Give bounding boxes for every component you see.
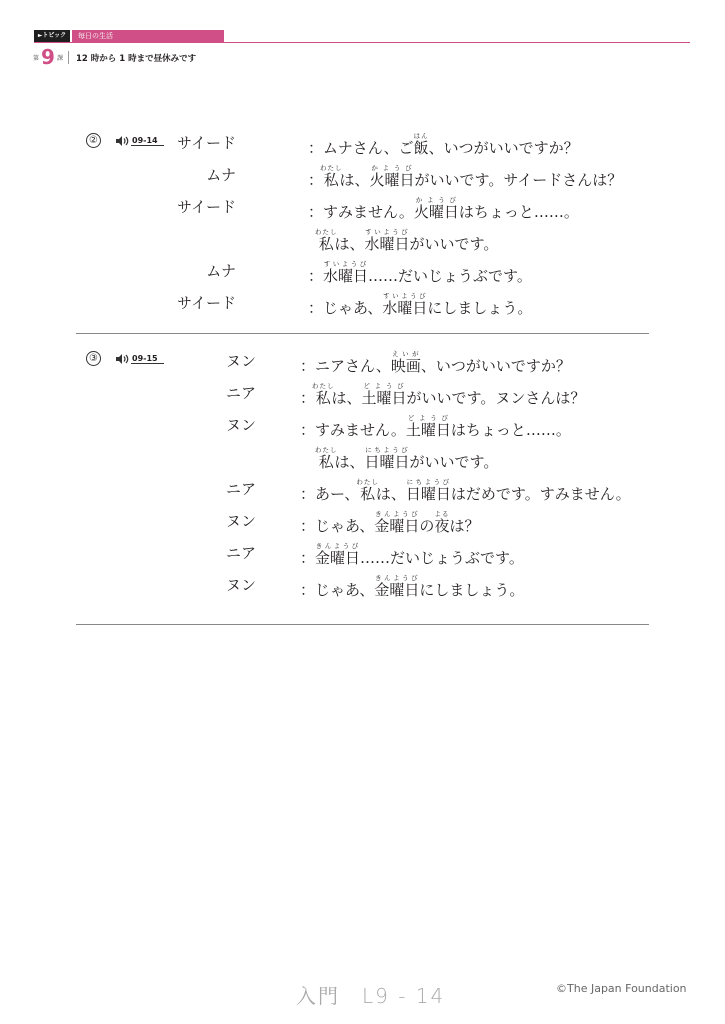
section-divider <box>76 624 649 625</box>
dialog-text-content: ：ニアさん、映画えいが、いつがいいですか？ <box>300 350 571 375</box>
speaker-name: ヌン <box>225 352 256 370</box>
speaker-name: サイード <box>177 294 236 312</box>
dialog-text-content: ：すみません。火曜日かようびはちょっと……。 <box>308 196 579 221</box>
audio-code: 09-14 <box>131 136 164 146</box>
topic-label: ►トピック <box>34 30 70 42</box>
audio-button[interactable] <box>115 353 164 365</box>
dialog-text-content: ：ムナさん、ご飯はん、いつがいいですか？ <box>308 132 579 157</box>
lesson-separator <box>68 51 69 64</box>
header-rule <box>34 42 690 43</box>
section-divider <box>76 333 649 334</box>
section-marker <box>86 133 164 148</box>
speaker-name: ムナ <box>206 262 236 280</box>
dialog-text-content: ：じゃあ、金曜日きんようびにしましょう。 <box>300 574 525 599</box>
dialog-text-content: ：じゃあ、水曜日すいようびにしましょう。 <box>308 292 533 317</box>
section-number: ③ <box>86 351 101 366</box>
speaker-name: ヌン <box>225 576 256 594</box>
dialog-text-content: 私わたしは、水曜日すいようびがいいです。 <box>315 228 499 253</box>
speaker-name: ヌン <box>225 512 256 530</box>
audio-button[interactable] <box>115 135 164 147</box>
speaker-name: サイード <box>177 134 236 152</box>
section-marker <box>86 351 164 366</box>
speaker-name: ニア <box>225 480 256 498</box>
speaker-name: ニア <box>225 544 256 562</box>
dialog-text-content: ：私わたしは、土曜日どようびがいいです。ヌンさんは？ <box>300 382 586 407</box>
dialog-text-content: ：水曜日すいようび……だいじょうぶです。 <box>308 260 532 285</box>
topic-name: 毎日の生活 <box>72 30 224 42</box>
lesson-title: 12 時から 1 時まで昼休みです <box>76 54 197 64</box>
page-footer-title: 入門 L9 - 14 <box>296 984 446 1008</box>
speaker-icon <box>115 135 129 147</box>
dialog-text-content: ：すみません。土曜日どようびはちょっと……。 <box>300 414 571 439</box>
speaker-icon <box>115 353 129 365</box>
speaker-name: サイード <box>177 198 236 216</box>
dialog-text-content: ：私わたしは、火曜日かようびがいいです。サイードさんは？ <box>308 164 623 189</box>
lesson-number <box>33 46 63 68</box>
speaker-name: ニア <box>225 384 256 402</box>
section-number: ② <box>86 133 101 148</box>
dialog-text-content: 私わたしは、日曜日にちようびがいいです。 <box>315 446 499 471</box>
copyright: ©The Japan Foundation <box>556 982 687 995</box>
speaker-name: ヌン <box>225 416 256 434</box>
lesson-prefix: 第 <box>33 54 40 62</box>
audio-code: 09-15 <box>131 354 164 364</box>
dialog-text-content: ：あー、私わたしは、日曜日にちようびはだめです。すみません。 <box>300 478 631 503</box>
dialog-text-content: ：じゃあ、金曜日きんようびの夜よるは？ <box>300 510 480 535</box>
speaker-name: ムナ <box>206 166 236 184</box>
lesson-number-value: 9 <box>41 45 55 69</box>
dialog-text-content: ：金曜日きんようび……だいじょうぶです。 <box>300 542 524 567</box>
lesson-suffix: 課 <box>56 54 63 62</box>
